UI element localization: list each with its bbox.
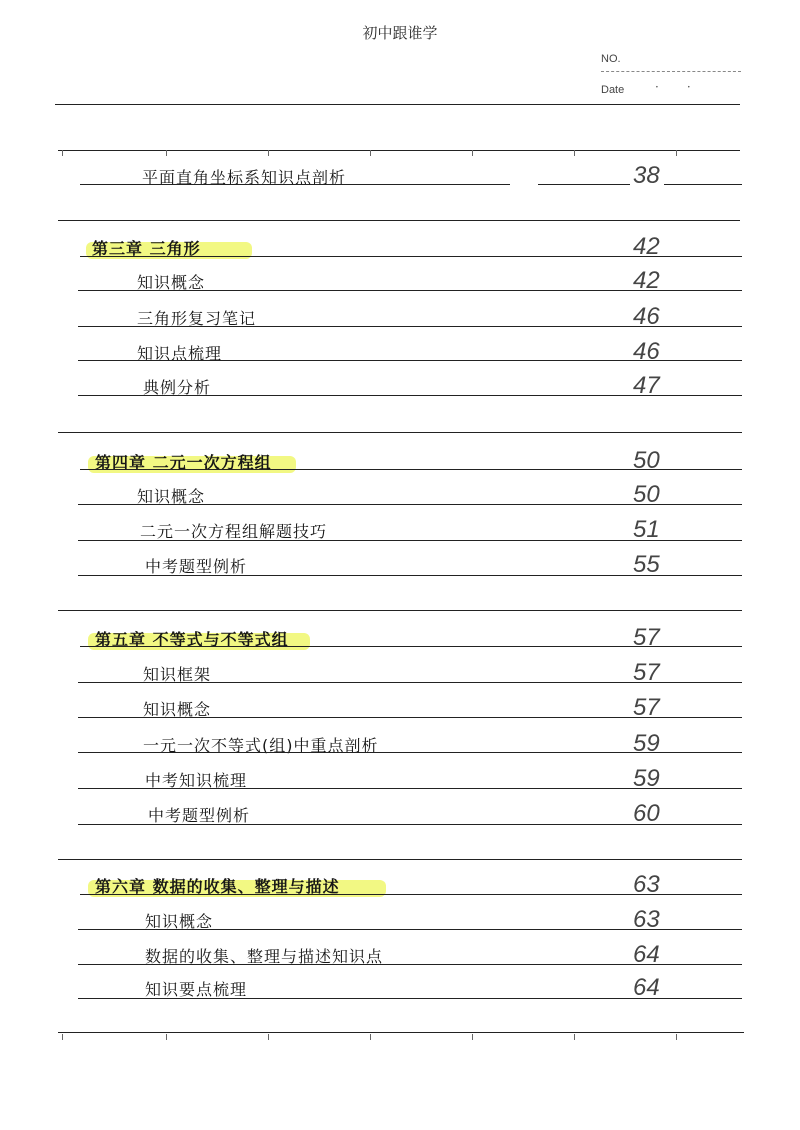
ruled-line xyxy=(80,469,742,470)
margin-tick xyxy=(676,1034,677,1040)
toc-entry xyxy=(0,334,800,368)
toc-page-number: 59 xyxy=(633,730,660,757)
toc-entry xyxy=(0,299,800,333)
chapter-heading xyxy=(0,867,800,901)
date-label: Date xyxy=(601,84,625,96)
page-header-title: 初中跟谁学 xyxy=(362,24,438,42)
toc-entry xyxy=(0,368,800,402)
toc-entry-label: 三角形复习笔记 xyxy=(137,309,257,328)
ruled-line xyxy=(78,360,742,361)
ruled-line xyxy=(58,859,742,860)
toc-page-number: 42 xyxy=(633,267,660,294)
chapter-title: 第三章 三角形 xyxy=(92,239,201,258)
ruled-line xyxy=(78,998,742,999)
no-dotted-line xyxy=(601,71,741,72)
toc-entry-label: 知识概念 xyxy=(137,487,206,506)
chapter-title: 第四章 二元一次方程组 xyxy=(95,453,272,472)
ruled-line xyxy=(78,752,742,753)
toc-page-number: 38 xyxy=(633,162,660,189)
margin-tick xyxy=(370,1034,371,1040)
ruled-line xyxy=(78,504,742,505)
toc-entry xyxy=(0,761,800,795)
ruled-line xyxy=(78,929,742,930)
toc-page-number: 57 xyxy=(633,694,660,721)
margin-tick xyxy=(370,150,371,156)
date-dots: ·· xyxy=(655,80,719,94)
ruled-line xyxy=(58,150,740,151)
ruled-line xyxy=(78,326,742,327)
chapter-title: 第六章 数据的收集、整理与描述 xyxy=(95,877,340,896)
ruled-line xyxy=(664,184,742,185)
toc-page-number: 50 xyxy=(633,481,660,508)
toc-entry-label: 中考知识梳理 xyxy=(145,771,248,790)
toc-entry-label: 二元一次方程组解题技巧 xyxy=(140,522,328,541)
margin-tick xyxy=(166,1034,167,1040)
toc-entry-label: 知识要点梳理 xyxy=(145,980,248,999)
ruled-line xyxy=(78,290,742,291)
ruled-line xyxy=(80,184,510,185)
toc-page-number: 63 xyxy=(633,871,660,898)
ruled-line xyxy=(80,646,742,647)
chapter-heading xyxy=(0,443,800,477)
chapter-title: 第五章 不等式与不等式组 xyxy=(95,630,289,649)
ruled-line xyxy=(80,894,742,895)
chapter-heading xyxy=(0,229,800,263)
toc-entry xyxy=(0,690,800,724)
ruled-line xyxy=(78,964,742,965)
margin-tick xyxy=(62,150,63,156)
ruled-line xyxy=(58,1032,744,1033)
ruled-line xyxy=(58,432,742,433)
ruled-line xyxy=(78,717,742,718)
toc-entry-label: 知识概念 xyxy=(137,273,206,292)
toc-page-number: 57 xyxy=(633,624,660,651)
ruled-line xyxy=(538,184,630,185)
toc-page-number: 57 xyxy=(633,659,660,686)
toc-entry xyxy=(0,937,800,971)
toc-page-number: 42 xyxy=(633,233,660,260)
margin-tick xyxy=(62,1034,63,1040)
toc-entry xyxy=(0,477,800,511)
toc-entry-label: 知识概念 xyxy=(143,700,212,719)
toc-page-number: 46 xyxy=(633,338,660,365)
toc-entry xyxy=(0,726,800,760)
toc-entry-label: 典例分析 xyxy=(143,378,212,397)
margin-tick xyxy=(268,1034,269,1040)
toc-page-number: 64 xyxy=(633,974,660,1001)
no-label: NO. xyxy=(601,53,621,65)
ruled-line xyxy=(78,682,742,683)
toc-entry-label: 一元一次不等式(组)中重点剖析 xyxy=(143,736,379,755)
toc-entry-continued xyxy=(0,158,800,192)
toc-entry-label: 知识框架 xyxy=(143,665,212,684)
margin-tick xyxy=(472,1034,473,1040)
ruled-line xyxy=(55,104,740,105)
toc-page-number: 47 xyxy=(633,372,660,399)
toc-entry xyxy=(0,902,800,936)
toc-entry-label: 知识概念 xyxy=(145,912,214,931)
toc-page-number: 63 xyxy=(633,906,660,933)
margin-tick xyxy=(472,150,473,156)
toc-page-number: 50 xyxy=(633,447,660,474)
ruled-line xyxy=(78,788,742,789)
toc-entry xyxy=(0,263,800,297)
margin-tick xyxy=(574,150,575,156)
toc-page-number: 64 xyxy=(633,941,660,968)
toc-entry-label: 平面直角坐标系知识点剖析 xyxy=(142,168,347,187)
margin-tick xyxy=(574,1034,575,1040)
ruled-line xyxy=(58,220,740,221)
toc-entry-label: 中考题型例析 xyxy=(148,806,251,825)
toc-entry xyxy=(0,655,800,689)
margin-tick xyxy=(676,150,677,156)
toc-entry-label: 知识点梳理 xyxy=(137,344,223,363)
toc-page-number: 59 xyxy=(633,765,660,792)
toc-page-number: 51 xyxy=(633,516,660,543)
ruled-line xyxy=(78,575,742,576)
toc-entry-label: 数据的收集、整理与描述知识点 xyxy=(145,947,384,966)
ruled-line xyxy=(78,395,742,396)
ruled-line xyxy=(80,256,742,257)
toc-page-number: 55 xyxy=(633,551,660,578)
toc-page-number: 46 xyxy=(633,303,660,330)
ruled-line xyxy=(58,610,742,611)
margin-tick xyxy=(166,150,167,156)
toc-entry-label: 中考题型例析 xyxy=(145,557,248,576)
ruled-line xyxy=(78,824,742,825)
toc-page-number: 60 xyxy=(633,800,660,827)
margin-tick xyxy=(268,150,269,156)
chapter-heading xyxy=(0,620,800,654)
ruled-line xyxy=(78,540,742,541)
